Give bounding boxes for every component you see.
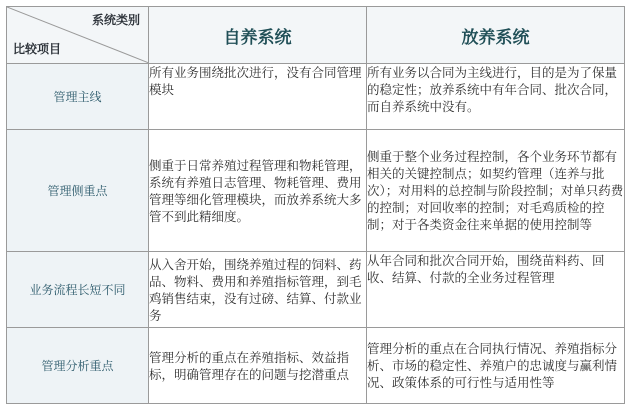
cell-self-raising: 所有业务围绕批次进行，没有合同管理模块 [149,64,367,130]
table-row [7,252,625,328]
row-label-management-focus: 管理侧重点 [7,130,149,252]
cell-contract-raising: 从年合同和批次合同开始，围绕苗料药、回收、结算、付款的全业务过程管理 [367,252,625,328]
cell-self-raising: 从入舍开始，围绕养殖过程的饲料、药品、物料、费用和养殖指标管理，到毛鸡销售结束，没有过磅、结算、付款业务 [149,252,367,328]
column-header-self-raising: 自养系统 [149,7,367,64]
row-label-process-length: 业务流程长短不同 [7,252,149,328]
cell-contract-raising: 侧重于整个业务过程控制，各个业务环节都有相关的关键控制点；如契约管理（连养与批次）；对用料的总控制与阶段控制；对单只药费的控制；对回收率的控制；对毛鸡质检的控制；对于各类资金往来单据的使用控制等 [367,130,625,252]
table-row [7,64,625,130]
cell-self-raising: 管理分析的重点在养殖指标、效益指标，明确管理存在的问题与挖潜重点 [149,328,367,404]
corner-item-label: 比较项目 [13,42,62,56]
table-row [7,328,625,404]
corner-category-label: 系统类别 [91,13,140,27]
corner-header-cell [7,7,149,64]
table-row [7,130,625,252]
header-row [7,7,625,64]
comparison-table [6,6,625,404]
column-header-contract-raising: 放养系统 [367,7,625,64]
cell-contract-raising: 管理分析的重点在合同执行情况、养殖指标分析、市场的稳定性、养殖户的忠诚度与赢利情况、政策体系的可行性与适用性等 [367,328,625,404]
cell-self-raising: 侧重于日常养殖过程管理和物耗管理，系统有养殖日志管理、物耗管理、费用管理等细化管理模块，而放养系统大多管不到此精细度。 [149,130,367,252]
row-label-analysis-focus: 管理分析重点 [7,328,149,404]
cell-contract-raising: 所有业务以合同为主线进行，目的是为了保量的稳定性；放养系统中有年合同、批次合同，而自养系统中没有。 [367,64,625,130]
row-label-management-mainline: 管理主线 [7,64,149,130]
